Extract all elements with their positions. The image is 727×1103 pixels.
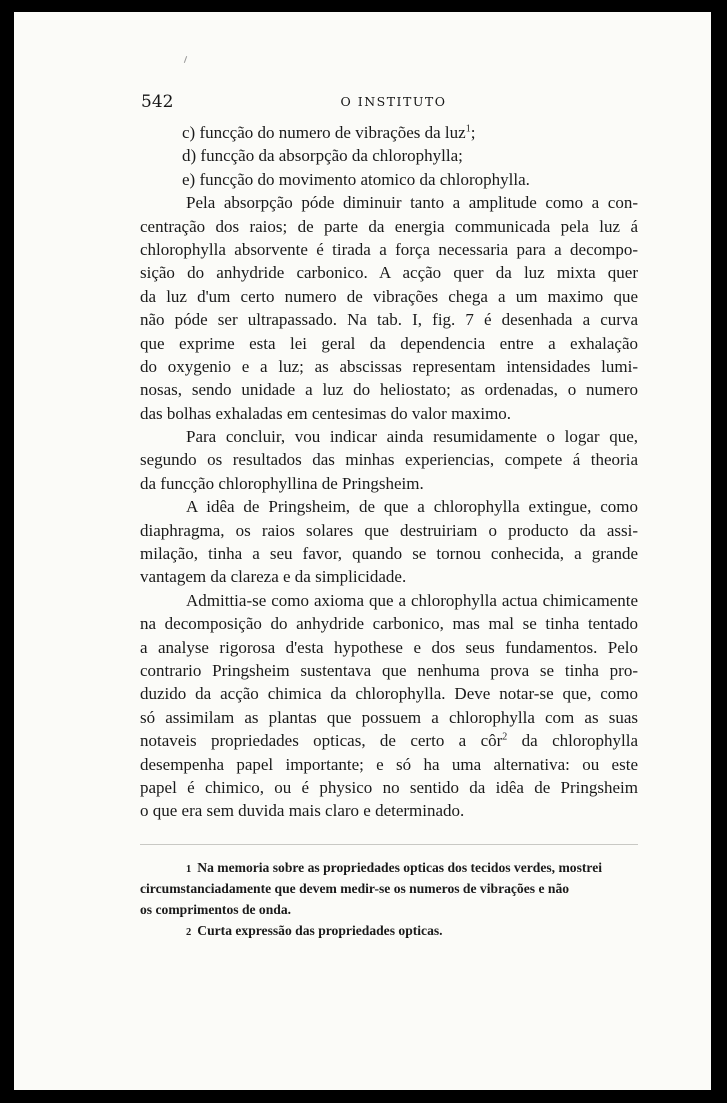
- footnote-mark: 2: [186, 927, 192, 938]
- list-item-c: c) funcção do numero de vibrações da luz$^1$;: [182, 123, 476, 142]
- paragraph-line: notaveis propriedades opticas, de certo a côr$^2$ da chlorophylla: [140, 731, 638, 751]
- paragraph-line: A idêa de Pringsheim, de que a chlorophylla extingue, como: [186, 497, 638, 517]
- paragraph-line: das bolhas exhaladas em centesimas do valor maximo.: [140, 403, 512, 423]
- page-header: [141, 92, 646, 116]
- paragraph-line: milação, tinha a seu favor, quando se tornou conhecida, a grande: [140, 544, 638, 564]
- paragraph-line: diaphragma, os raios solares que destruiriam o producto da assi-: [140, 520, 638, 540]
- paragraph-line: só assimilam as plantas que possuem a chlorophylla com as suas: [140, 707, 638, 727]
- paragraph-line: sição do anhydride carbonico. A acção quer da luz mixta quer: [140, 263, 638, 283]
- footnote-reference-1[interactable]: 1: [465, 123, 471, 135]
- paragraph-line: o que era sem duvida mais claro e determinado.: [140, 801, 465, 821]
- paragraph-line: da luz d'um certo numero de vibrações chega a um maximo que: [140, 286, 638, 306]
- paragraph-line: não póde ser ultrapassado. Na tab. I, fig. 7 é desenhada a curva: [140, 310, 638, 330]
- paragraph-line: Para concluir, vou indicar ainda resumidamente o logar que,: [186, 427, 638, 447]
- footnote-mark: 1: [186, 864, 192, 875]
- paragraph-line: a analyse rigorosa d'esta hypothese e dos seus fundamentos. Pelo: [140, 637, 638, 657]
- page-number: 542: [141, 92, 174, 112]
- paragraph-line: papel é chimico, ou é physico no sentido da idêa de Pringsheim: [140, 777, 638, 797]
- stray-pen-mark: [184, 56, 187, 63]
- list-item-d: d) funcção da absorpção da chlorophylla;: [182, 146, 463, 166]
- footnote-2-line: 2 Curta expressão das propriedades opticas.: [186, 923, 443, 938]
- body-text: [140, 121, 638, 823]
- paragraph-line: da funcção chlorophyllina de Pringsheim.: [140, 473, 424, 493]
- paragraph-line: na decomposição do anhydride carbonico, mas mal se tinha tentado: [140, 614, 638, 634]
- paragraph-line: duzido da acção chimica da chlorophylla. Deve notar-se que, como: [140, 684, 638, 704]
- paragraph-line: chlorophylla absorvente é tirada a força necessaria para a decompo-: [140, 239, 638, 259]
- footnotes: [140, 857, 638, 941]
- paragraph-line: segundo os resultados das minhas experiencias, compete á theoria: [140, 450, 638, 470]
- footnote-1-line: 1 Na memoria sobre as propriedades opticas dos tecidos verdes, mostrei: [186, 860, 603, 875]
- footnote-reference-2[interactable]: 2: [502, 731, 508, 743]
- book-page: [14, 12, 711, 1090]
- footnote-divider: [140, 844, 638, 845]
- paragraph-line: vantagem da clareza e da simplicidade.: [140, 567, 407, 587]
- paragraph-line: Pela absorpção póde diminuir tanto a amplitude como a con-: [186, 193, 638, 213]
- paragraph-line: do oxygenio e a luz; as abscissas representam intensidades lumi-: [140, 356, 638, 376]
- paragraph-line: nosas, sendo unidade a luz do heliostato; as ordenadas, o numero: [140, 380, 638, 400]
- paragraph-line: Admittia-se como axioma que a chlorophylla actua chimicamente: [186, 590, 638, 610]
- paragraph-line: que exprime esta lei geral da dependencia entre a exhalação: [140, 333, 638, 353]
- footnote-1-line: circumstanciadamente que devem medir-se os numeros de vibrações e não: [140, 881, 570, 896]
- running-title: O INSTITUTO: [340, 94, 447, 109]
- paragraph-line: contrario Pringsheim sustentava que nenhuma prova se tinha pro-: [140, 660, 638, 680]
- paragraph-line: desempenha papel importante; e só ha uma alternativa: ou este: [140, 754, 638, 774]
- list-item-e: e) funcção do movimento atomico da chlorophylla.: [182, 169, 530, 189]
- footnote-1-line: os comprimentos de onda.: [140, 902, 292, 917]
- paragraph-line: centração dos raios; de parte da energia communicada pela luz á: [140, 216, 638, 236]
